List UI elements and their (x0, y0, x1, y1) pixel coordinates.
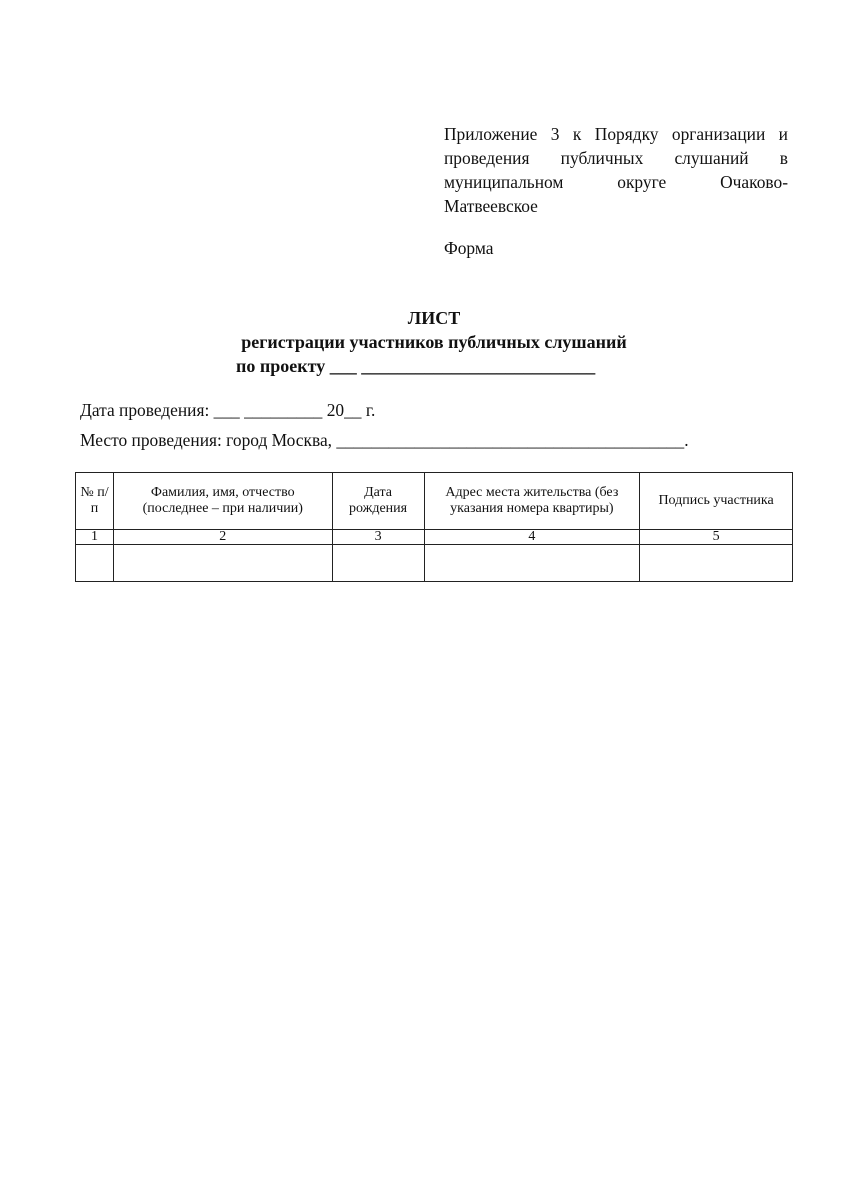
header-signature: Подпись участника (640, 473, 793, 530)
table-cell[interactable] (424, 545, 640, 582)
place-field: Место проведения: город Москва, ________________________________________. (80, 430, 689, 450)
date-field: Дата проведения: ___ _________ 20__ г. (80, 400, 376, 420)
table-cell[interactable] (113, 545, 332, 582)
table-cell[interactable] (332, 545, 424, 582)
appendix-block (444, 122, 788, 218)
registration-table (75, 472, 793, 582)
column-number: 5 (640, 530, 793, 545)
table-row (76, 545, 793, 582)
table-cell[interactable] (640, 545, 793, 582)
title-line-3: по проекту ___ __________________________ (236, 356, 596, 376)
title-line-1: ЛИСТ (407, 308, 461, 328)
title-line-2: регистрации участников публичных слушаний (241, 332, 627, 352)
document-title (0, 306, 848, 376)
table-cell[interactable] (76, 545, 114, 582)
table-header-row (76, 473, 793, 530)
column-number: 2 (113, 530, 332, 545)
column-number: 3 (332, 530, 424, 545)
appendix-line: муниципальном округе Очаково- (444, 172, 788, 192)
header-birth-date: Дата рождения (332, 473, 424, 530)
header-full-name: Фамилия, имя, отчество (последнее – при наличии) (113, 473, 332, 530)
header-number: № п/п (76, 473, 114, 530)
column-number-row (76, 530, 793, 545)
appendix-line: Матвеевское (444, 196, 538, 216)
appendix-line: Приложение 3 к Порядку организации и (444, 124, 788, 144)
appendix-line: проведения публичных слушаний в (444, 148, 788, 168)
column-number: 4 (424, 530, 640, 545)
column-number: 1 (76, 530, 114, 545)
header-address: Адрес места жительства (без указания номера квартиры) (424, 473, 640, 530)
form-label: Форма (444, 238, 494, 258)
